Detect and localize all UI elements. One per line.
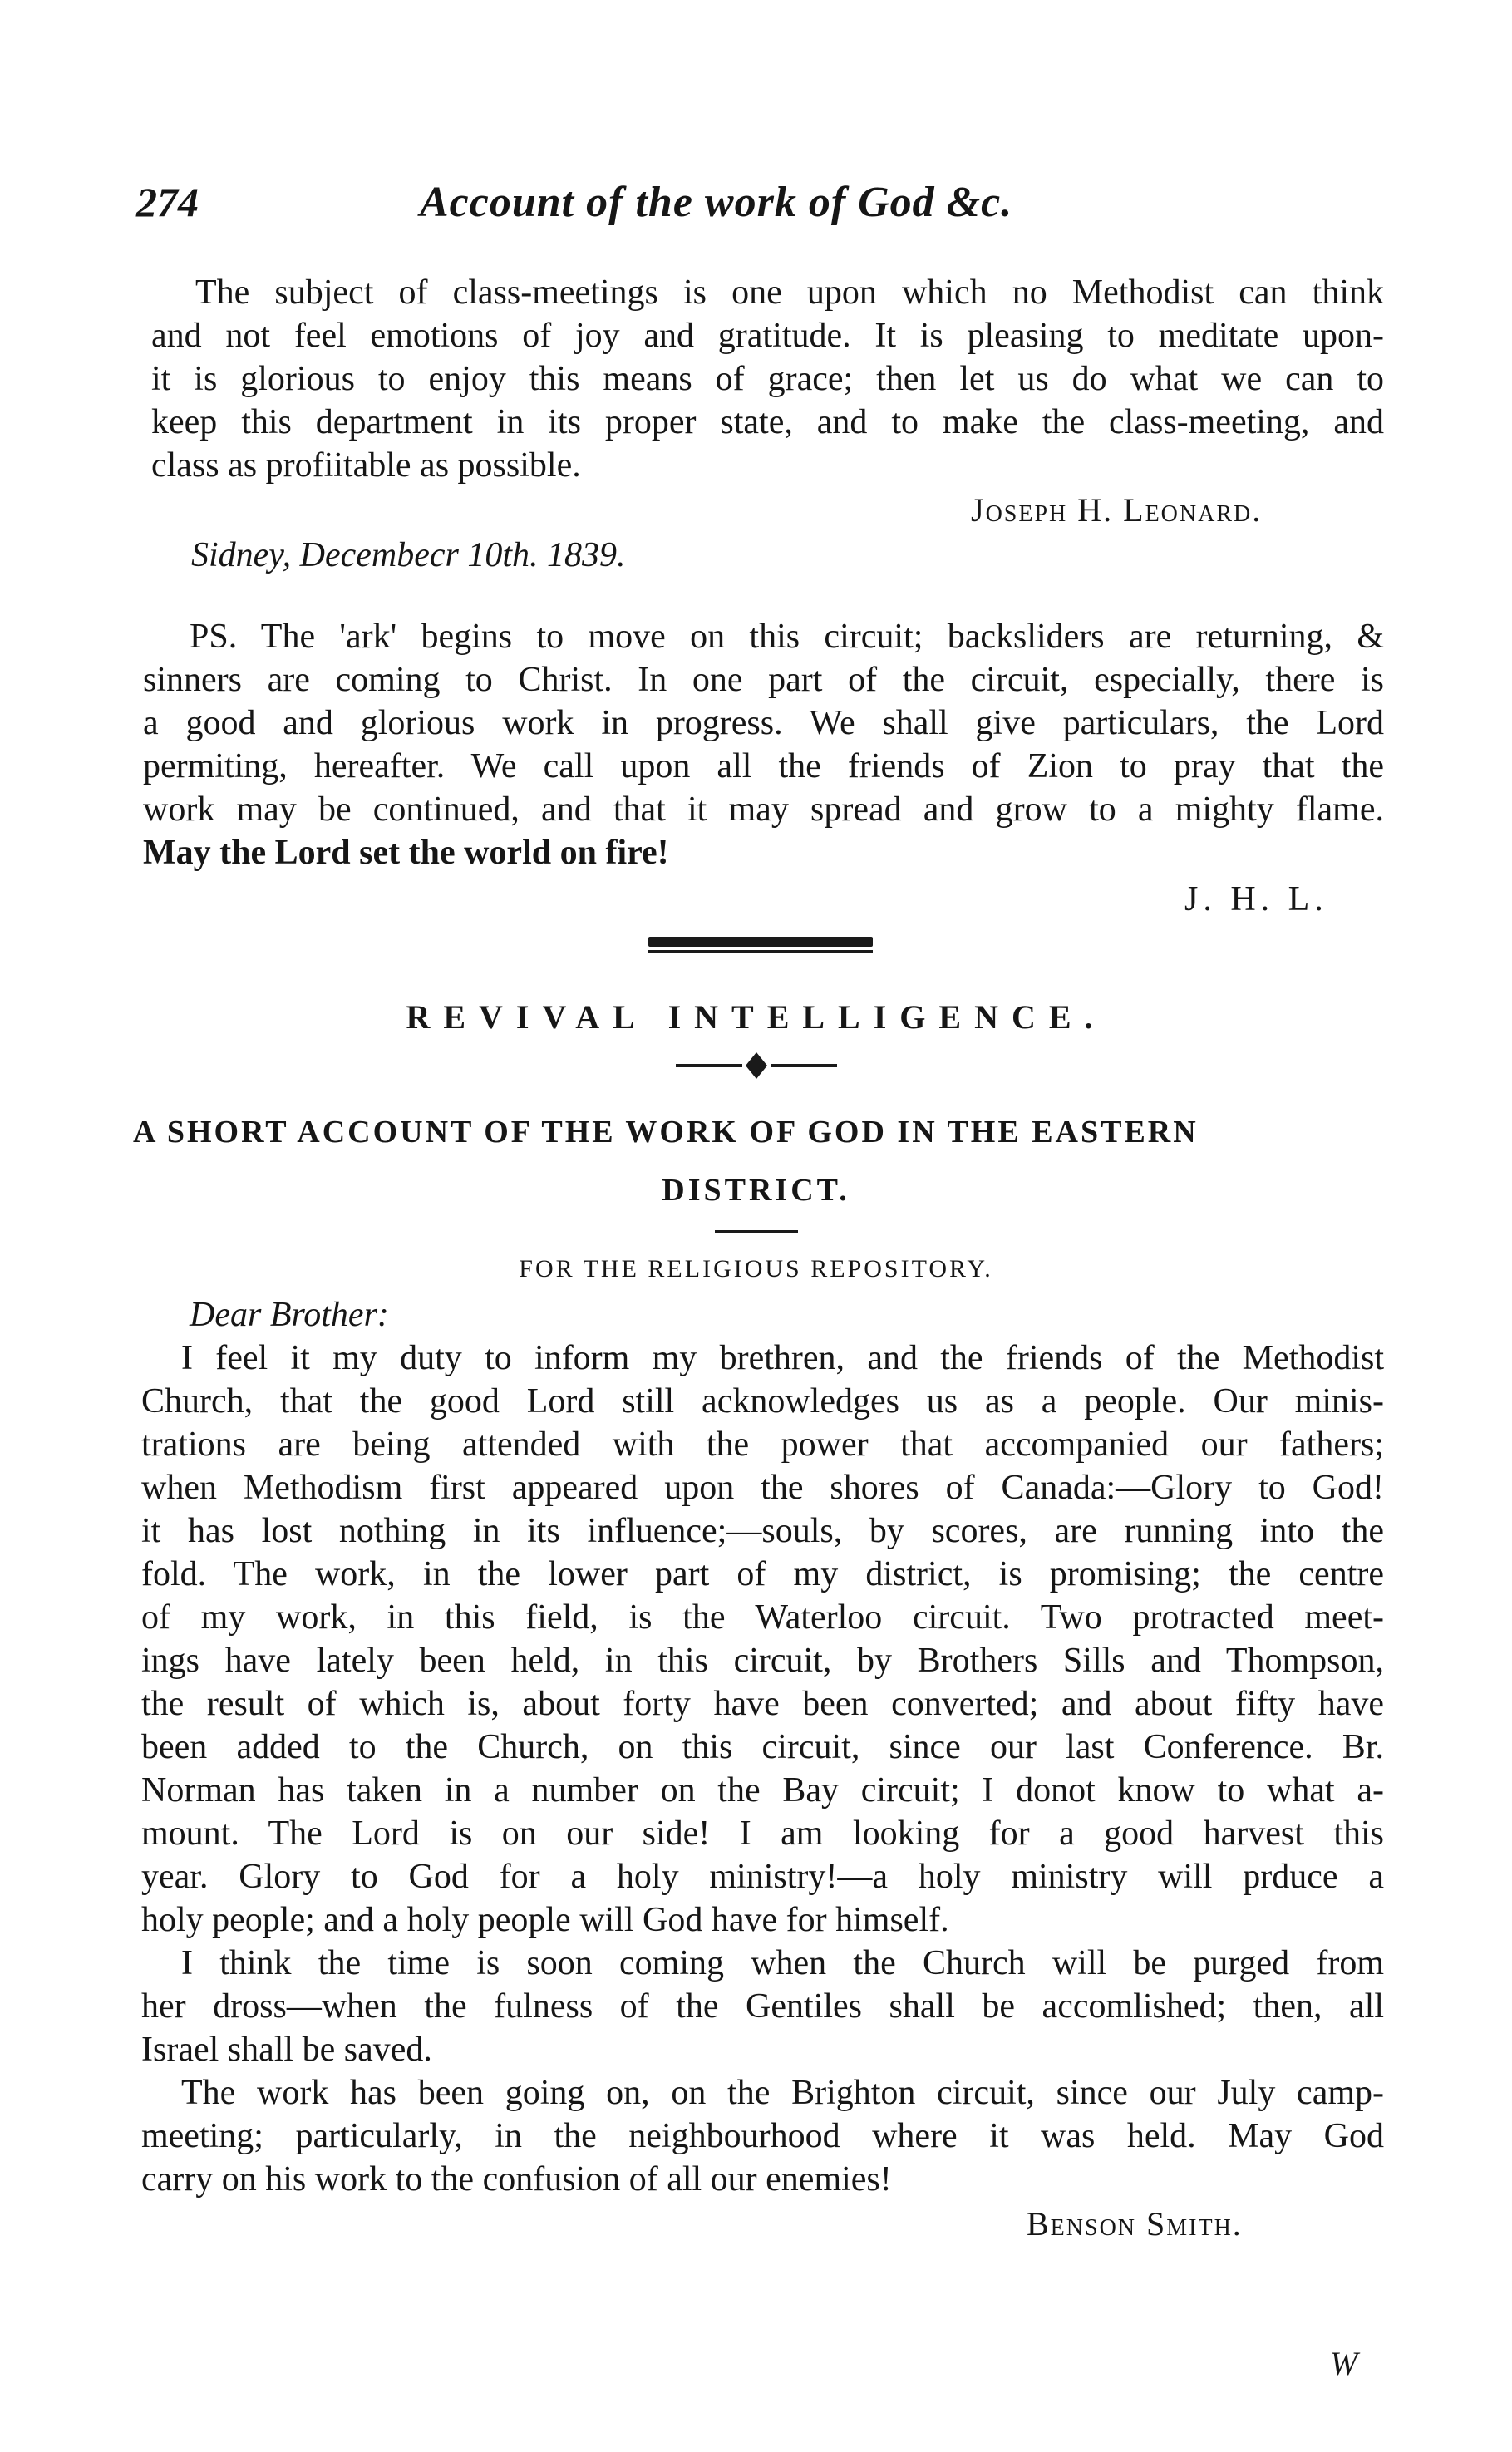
- postscript-line: sinners are coming to Christ. In one part of the circuit, especially, there is: [143, 661, 1384, 699]
- article-line: Norman has taken in a number on the Bay circuit; I donot know to what a-: [141, 1771, 1384, 1809]
- article-title: A SHORT ACCOUNT OF THE WORK OF GOD IN THE EASTERN: [133, 1115, 1199, 1150]
- article-signature: Benson Smith.: [1027, 2205, 1243, 2243]
- article-line: when Methodism first appeared upon the shores of Canada:—Glory to God!: [141, 1469, 1384, 1507]
- letter1-line: keep this department in its proper state, and to make the class-meeting, and: [151, 403, 1384, 441]
- letter1-signature: Joseph H. Leonard.: [971, 491, 1263, 529]
- article-line: of my work, in this field, is the Waterloo circuit. Two protracted meet-: [141, 1598, 1384, 1637]
- article-line: ings have lately been held, in this circuit, by Brothers Sills and Thompson,: [141, 1642, 1384, 1680]
- postscript-line: permiting, hereafter. We call upon all the friends of Zion to pray that the: [143, 747, 1384, 785]
- diamond-ornament-icon: [669, 1049, 844, 1082]
- source-line: FOR THE RELIGIOUS REPOSITORY.: [519, 1255, 993, 1283]
- salutation: Dear Brother:: [190, 1296, 389, 1334]
- short-rule: [715, 1230, 798, 1233]
- article-line: her dross—when the fulness of the Gentiles shall be accomlished; then, all: [141, 1987, 1384, 2026]
- letter1-dateline: Sidney, Decembecr 10th. 1839.: [191, 536, 626, 574]
- article-line: trations are being attended with the power that accompanied our fathers;: [141, 1425, 1384, 1464]
- running-head: Account of the work of God &c.: [420, 179, 1013, 226]
- letter1-line: and not feel emotions of joy and gratitude. It is pleasing to meditate upon-: [151, 317, 1384, 355]
- article-line: I think the time is soon coming when the Church will be purged from: [181, 1944, 1384, 1982]
- article-line: I feel it my duty to inform my brethren, and the friends of the Methodist: [181, 1339, 1384, 1377]
- article-line: the result of which is, about forty have been converted; and about fifty have: [141, 1685, 1384, 1723]
- letter1-line: The subject of class-meetings is one upon which no Methodist can think: [195, 273, 1384, 312]
- letter1-line: it is glorious to enjoy this means of grace; then let us do what we can to: [151, 360, 1384, 398]
- postscript-line: a good and glorious work in progress. We shall give particulars, the Lord: [143, 704, 1384, 742]
- article-line: mount. The Lord is on our side! I am looking for a good harvest this: [141, 1814, 1384, 1853]
- article-line: fold. The work, in the lower part of my district, is promising; the centre: [141, 1555, 1384, 1593]
- article-line: carry on his work to the confusion of all our enemies!: [141, 2160, 892, 2198]
- postscript-line: work may be continued, and that it may spread and grow to a mighty flame.: [143, 790, 1384, 829]
- article-line: The work has been going on, on the Brighton circuit, since our July camp-: [181, 2074, 1384, 2112]
- article-line: holy people; and a holy people will God have for himself.: [141, 1901, 949, 1939]
- article-line: meeting; particularly, in the neighbourhood where it was held. May God: [141, 2117, 1384, 2155]
- article-line: it has lost nothing in its influence;—souls, by scores, are running into the: [141, 1512, 1384, 1550]
- article-title-continued: DISTRICT.: [662, 1173, 850, 1208]
- article-line: been added to the Church, on this circuit, since our last Conference. Br.: [141, 1728, 1384, 1766]
- letter1-line: class as profiitable as possible.: [151, 446, 581, 485]
- article-line: Israel shall be saved.: [141, 2031, 432, 2069]
- section-heading: REVIVAL INTELLIGENCE.: [406, 998, 1106, 1036]
- article-line: year. Glory to God for a holy ministry!—a holy ministry will prduce a: [141, 1858, 1384, 1896]
- printer-signature-mark: W: [1330, 2345, 1358, 2382]
- postscript-line: PS. The 'ark' begins to move on this circuit; backsliders are returning, &: [190, 618, 1384, 656]
- section-divider-rule: [648, 937, 873, 947]
- article-line: Church, that the good Lord still acknowledges us as a people. Our minis-: [141, 1382, 1384, 1420]
- postscript-line: May the Lord set the world on fire!: [143, 834, 669, 872]
- postscript-initials: J. H. L.: [1184, 880, 1328, 918]
- page-number: 274: [136, 179, 199, 225]
